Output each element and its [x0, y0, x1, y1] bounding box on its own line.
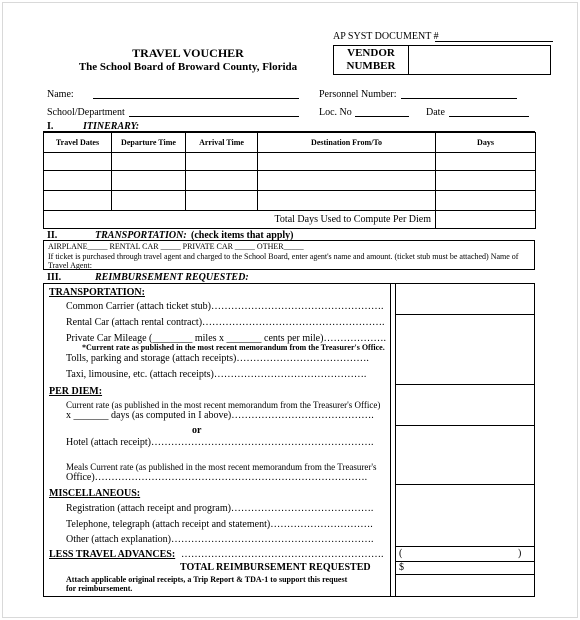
personnel-number-field[interactable]	[401, 98, 517, 99]
transportation-details-amount-field[interactable]	[397, 316, 532, 382]
per-diem-amount-field[interactable]	[397, 386, 532, 423]
miscellaneous-amount-field[interactable]	[397, 486, 532, 544]
itinerary-table	[43, 132, 536, 229]
taxi-line: Taxi, limousine, etc. (attach receipts)……………………………………….	[66, 369, 367, 380]
name-field[interactable]	[93, 98, 299, 99]
personnel-number-label: Personnel Number:	[319, 89, 397, 100]
rental-car-line: Rental Car (attach rental contract)……………………………………………….	[66, 317, 385, 328]
section-3-number: III.	[47, 272, 62, 283]
tolls-line: Tolls, parking and storage (attach receipts)………………………………….	[66, 353, 369, 364]
vendor-label: VENDOR	[347, 47, 395, 59]
transportation-heading: TRANSPORTATION:	[95, 230, 187, 241]
meals-office-line: Office)……………………………………………………………………….	[66, 472, 368, 483]
days-header: Days	[436, 133, 536, 153]
transportation-amount-field[interactable]	[397, 286, 532, 312]
common-carrier-line: Common Carrier (attach ticket stub)…………………………………………….	[66, 301, 384, 312]
less-advances-label: LESS TRAVEL ADVANCES:	[49, 549, 176, 560]
total-days-label: Total Days Used to Compute Per Diem	[44, 211, 436, 229]
total-reimbursement-label: TOTAL REIMBURSEMENT REQUESTED	[180, 562, 371, 573]
telephone-line: Telephone, telegraph (attach receipt and statement)………………………….	[66, 519, 373, 530]
date-field[interactable]	[449, 116, 529, 117]
ap-syst-document-field[interactable]	[435, 41, 553, 42]
transportation-subtitle: (check items that apply)	[191, 230, 294, 241]
itinerary-heading: ITINERARY:	[83, 121, 140, 132]
arrival-time-header: Arrival Time	[186, 133, 258, 153]
hotel-line: Hotel (attach receipt)………………………………………………………….	[66, 437, 374, 448]
less-advances-leader: …………………………………………………….	[181, 549, 384, 560]
advance-amount-field[interactable]	[404, 548, 514, 560]
form-subtitle: The School Board of Broward County, Florida	[78, 61, 298, 73]
private-car-line[interactable]: Private Car Mileage (________ miles x _______ cents per mile)……………….	[66, 333, 386, 344]
section-1-number: I.	[47, 121, 54, 132]
travel-voucher-page	[2, 2, 578, 618]
itinerary-row[interactable]	[44, 191, 536, 211]
advance-paren-open: (	[399, 548, 403, 559]
hotel-meals-amount-field[interactable]	[397, 427, 532, 482]
meals-rate-line: Meals Current rate (as published in the most recent memorandum from the Treasurer's	[66, 462, 377, 472]
private-car-rate-note: *Current rate as published in the most recent memorandum from the Treasurer's Office.	[82, 343, 385, 352]
travel-agent-note: If ticket is purchased through travel agent and charged to the School Board, enter agent's name and amount. (ticket stub must be attached) Name of Travel Agent:	[48, 252, 519, 270]
total-days-field[interactable]	[436, 211, 536, 229]
form-title: TRAVEL VOUCHER	[132, 46, 244, 60]
loc-no-label: Loc. No	[319, 107, 352, 118]
itinerary-row[interactable]	[44, 153, 536, 171]
school-department-label: School/Department	[47, 107, 125, 118]
per-diem-days-line[interactable]: x _______ days (as computed in I above)…………………………………….	[66, 410, 374, 421]
total-dollar-sign: $	[399, 562, 404, 573]
vendor-number-field[interactable]	[410, 47, 548, 73]
reimbursement-box	[43, 283, 535, 597]
transportation-subheading: TRANSPORTATION:	[49, 287, 145, 298]
destination-header: Destination From/To	[258, 133, 436, 153]
section-2-number: II.	[47, 230, 58, 241]
transportation-options[interactable]: AIRPLANE_____ RENTAL CAR _____ PRIVATE CAR _____ OTHER_____	[48, 242, 304, 251]
school-department-field[interactable]	[129, 116, 299, 117]
attach-note-line2: for reimbursement.	[66, 584, 133, 593]
travel-dates-header: Travel Dates	[44, 133, 112, 153]
name-label: Name:	[47, 89, 74, 100]
registration-line: Registration (attach receipt and program)…………………………………….	[66, 503, 374, 514]
date-label: Date	[426, 107, 445, 118]
total-amount-field[interactable]	[408, 562, 532, 573]
ap-syst-document-label: AP SYST DOCUMENT #	[333, 31, 439, 42]
transportation-box	[43, 240, 535, 270]
itinerary-total-row	[44, 211, 536, 229]
or-label: or	[192, 425, 202, 436]
per-diem-rate-line: Current rate (as published in the most recent memorandum from the Treasurer's Office)	[66, 400, 381, 410]
attach-note-line1: Attach applicable original receipts, a Trip Report & TDA-1 to support this request	[66, 575, 348, 584]
departure-time-header: Departure Time	[112, 133, 186, 153]
per-diem-subheading: PER DIEM:	[49, 386, 103, 397]
other-line: Other (attach explanation)…………………………………………………….	[66, 534, 374, 545]
number-label: NUMBER	[346, 60, 396, 72]
itinerary-row[interactable]	[44, 171, 536, 191]
loc-no-field[interactable]	[355, 116, 409, 117]
advance-paren-close: )	[518, 548, 522, 559]
reimbursement-heading: REIMBURSEMENT REQUESTED:	[95, 272, 249, 283]
miscellaneous-subheading: MISCELLANEOUS:	[49, 488, 141, 499]
itinerary-header-row	[44, 133, 536, 153]
